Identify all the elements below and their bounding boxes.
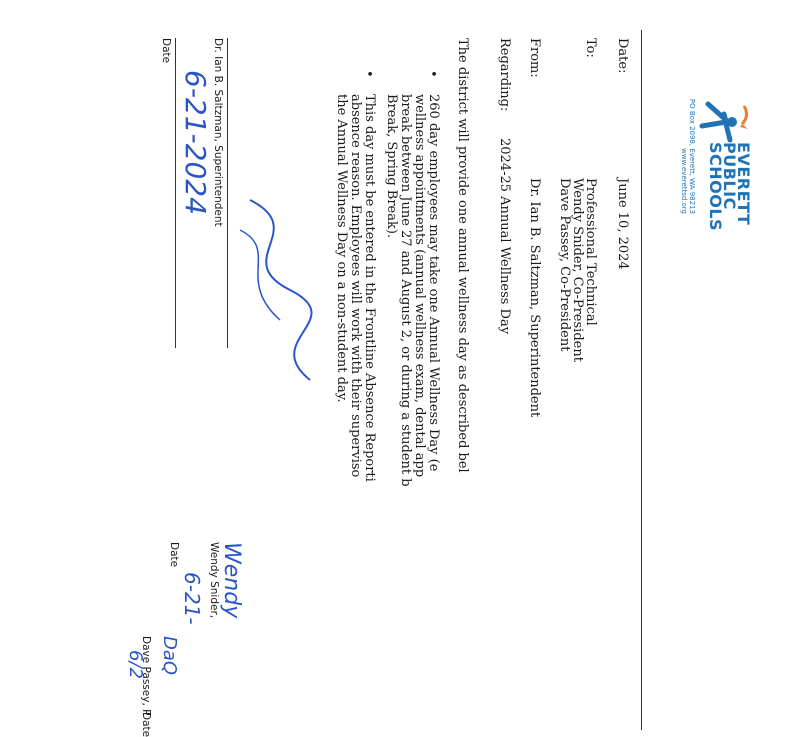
org-name-line3: SCHOOLS — [706, 142, 725, 232]
bullet1-line4: Break, Spring Break). — [384, 94, 399, 239]
header-rule — [641, 30, 642, 730]
bullet2-line1: This day must be entered in the Frontline Absence Reporti — [362, 94, 377, 482]
intro-paragraph: The district will provide one annual wellness day as described bel — [455, 38, 470, 473]
bullet1-line2: wellness appointments (annual wellness exam, dental app — [412, 94, 427, 478]
superintendent-signature — [230, 190, 320, 390]
superintendent-signature-line — [227, 38, 228, 348]
bullet-paragraph-2 — [334, 94, 376, 482]
district-logo — [696, 96, 754, 148]
superintendent-label: Dr. Ian B. Saltzman, Superintendent — [212, 38, 224, 227]
bullet1-line1: 260 day employees may take one Annual Wellness Day (e — [426, 94, 441, 472]
date-value: June 10, 2024 — [615, 178, 630, 270]
org-name-line1: EVERETT — [734, 142, 753, 226]
passey-date-label: Date — [140, 712, 152, 737]
to-line-1: Professional Technical — [583, 178, 598, 326]
bullet-dot-2: • — [361, 70, 376, 78]
rotated-memo-page — [120, 30, 760, 737]
from-value: Dr. Ian B. Saltzman, Superintendent — [527, 178, 542, 418]
regarding-label: Regarding: — [497, 38, 512, 112]
bullet1-line3: break between June 27 and August 2, or during a student b — [398, 94, 413, 487]
snider-date-label: Date — [168, 542, 180, 568]
to-label: To: — [583, 38, 598, 58]
date-label: Date: — [615, 38, 630, 74]
bullet-paragraph-1 — [384, 94, 440, 487]
snider-date-handwritten: 6-21- — [180, 572, 204, 625]
org-address: PO Box 2098, Everett, WA 98213 — [688, 98, 696, 214]
org-name-line2: PUBLIC — [720, 142, 739, 210]
from-label: From: — [527, 38, 542, 78]
snider-signature: Wendy — [219, 542, 244, 619]
org-address-block — [680, 34, 696, 214]
to-line-3: Dave Passey, Co-President — [557, 178, 572, 352]
figure-star-icon — [696, 96, 754, 148]
superintendent-date-line — [175, 38, 176, 348]
snider-label: Wendy Snider, — [208, 542, 220, 619]
bullet-dot-1: • — [425, 70, 440, 78]
regarding-value: 2024-25 Annual Wellness Day — [497, 138, 512, 335]
passey-date-handwritten: 6/2 — [125, 650, 146, 679]
bullet2-line3: the Annual Wellness Day on a non-student day. — [334, 94, 349, 403]
org-website: www.everettsd.org — [680, 148, 688, 214]
passey-label: Dave Passey, P — [140, 636, 152, 716]
to-line-2: Wendy Snider, Co-President — [570, 178, 585, 362]
passey-signature: DaQ — [159, 636, 180, 676]
bullet2-line2: absence reason. Employees will work with their superviso — [348, 94, 363, 478]
superintendent-date-handwritten: 6-21-2024 — [179, 70, 212, 215]
superintendent-date-label: Date — [160, 38, 172, 64]
